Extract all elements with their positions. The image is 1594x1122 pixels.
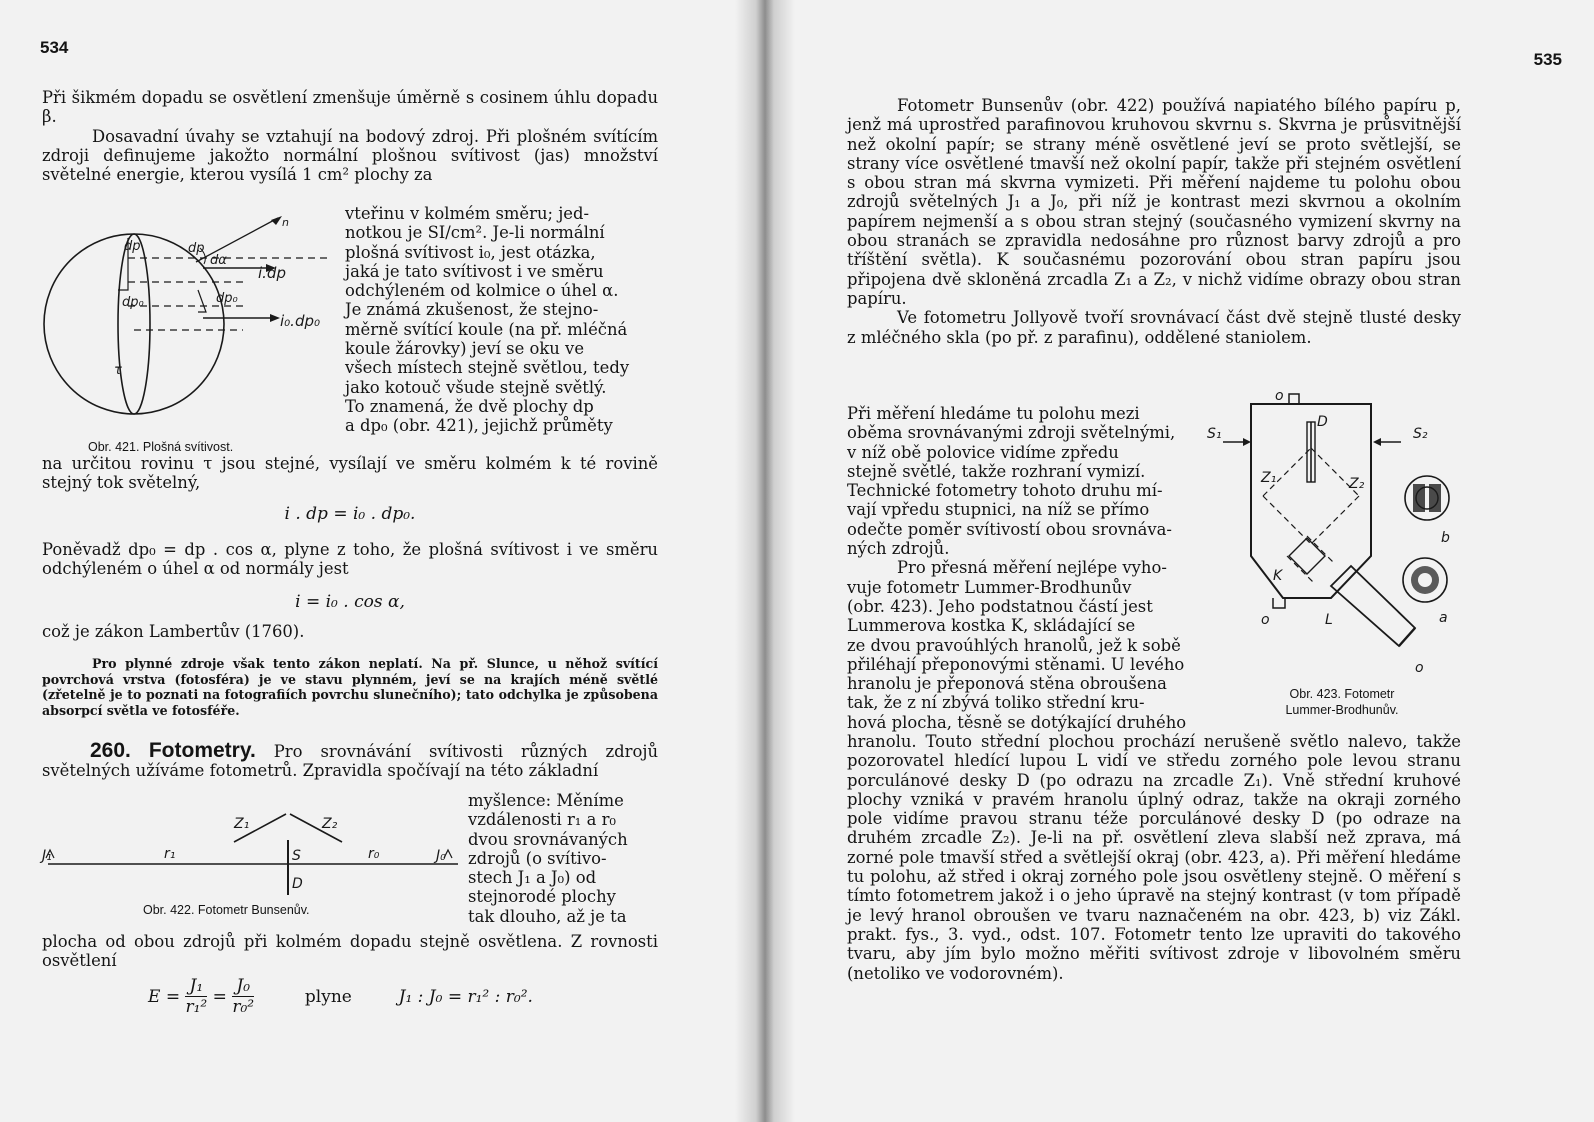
rwrap-line: hranolu je přeponová stěna obroušena — [847, 674, 1167, 694]
wrap2-line: stech J₁ a J₀) od — [468, 868, 597, 888]
rwrap-line: Lummerova kostka K, skládající se — [847, 616, 1136, 636]
fig423-label-s1: S₁ — [1207, 426, 1222, 442]
formula3-J1: J₁ — [185, 976, 207, 997]
wrap-line: koule žárovky) jeví se oku ve — [345, 339, 585, 359]
right-para-1: Fotometr Bunsenův (obr. 422) používá napiatého bílého papíru p, jenž má uprostřed parafinovou kruhovou skvrnu s. Skvrna je průsvitnější než okolní papír; se strany méně osvětlené jeví se proto světlejší, se strany více osvětlené tmavší než okolní papír, takže při stejném osvětlení s obou stran má skvrna vymizeti. Při měření najdeme tu polohu obou zdrojů světelných J₁ a J₀, při níž je kontrast mezi skvrnou a okolním papírem nejmenší a s obou stran stejný (současného vymizení skvrny na obou stranách se zpravidla nedosáhne pro různost barvy zdrojů a pro tříštění světla). K současnému pozorování obou stran papíru jsou připojena dvě skloněná zrcadla Z₁ a Z₂, v nichž vidíme obrazy obou stran papíru. — [847, 96, 1461, 308]
fig423-caption-line2: Lummer-Brodhunův. — [1285, 703, 1399, 717]
fig421-label-idp: i.dp — [258, 264, 286, 282]
fig421-label-tau: τ — [114, 363, 122, 378]
rwrap-line: (obr. 423). Jeho podstatnou částí jest — [847, 596, 1153, 616]
left-para-3: na určitou rovinu τ jsou stejné, vysílají ve směru kolmém k té rovině stejný tok světelný, — [42, 454, 658, 493]
fig422-label-d: D — [292, 876, 303, 892]
wrap2-line: myšlence: Měníme — [468, 791, 624, 810]
formula-2: i = i₀ . cos α, — [295, 592, 405, 612]
formula3-r0sq: r₀² — [232, 997, 255, 1017]
rwrap-line: Pro přesná měření nejlépe vyho- — [897, 558, 1167, 578]
rwrap-line: vají vpředu stupnici, na níž se přímo — [847, 500, 1150, 520]
fig421-ellipse — [118, 234, 150, 414]
wrap2-line: stejnorodé plochy — [468, 887, 616, 907]
fig423-label-s2: S₂ — [1413, 426, 1428, 442]
fig421-label-alpha: dα — [210, 253, 227, 268]
fig422-label-r1: r₁ — [164, 846, 176, 862]
fig423-label-z1: Z₁ — [1261, 470, 1277, 486]
rwrap-line: vuje fotometr Lummer-Brodhunův — [847, 577, 1132, 597]
formula-1: i . dp = i₀ . dp₀. — [284, 504, 416, 524]
fig421-caption: Obr. 421. Plošná svítivost. — [88, 440, 234, 454]
right-text-bottom — [847, 732, 1461, 983]
right-para-2: Ve fotometru Jollyově tvoří srovnávací část dvě stejně tlusté desky z mléčného skla (po př. z parafinu), oddělené staniolem. — [847, 308, 1461, 347]
formula-3: E = $\frac{\text{J₁}}{\text{r₁²}}$ = $\frac{\text{J₀}}{\text{r₀²}}$ plyne J₁ : J₀ = r₁² : r₀². — [148, 976, 533, 1017]
wrap2-line: zdrojů (o svítivo- — [468, 848, 607, 868]
left-wrap-text — [345, 204, 658, 436]
book-gutter — [735, 0, 795, 1122]
fig423-label-z2: Z₂ — [1349, 476, 1365, 492]
right-page — [795, 0, 1594, 1122]
wrap-line: To znamená, že dvě plochy dp — [345, 396, 594, 416]
fig423-label-o-top: o — [1275, 388, 1284, 404]
section-title: Fotometry. — [148, 739, 256, 762]
formula3-plyne: plyne — [304, 986, 352, 1007]
fig421-label-dp0-2: dp₀ — [216, 291, 238, 306]
left-text-middle — [42, 454, 658, 493]
left-para-2: Dosavadní úvahy se vztahují na bodový zdroj. Při plošném svítícím zdroji definujeme jakožto normální plošnou svítivost (jas) množství světelné energie, kterou vysílá 1 cm² plochy za — [42, 126, 658, 185]
wrap-line: všech místech stejně světlou, tedy — [345, 358, 630, 378]
fig422-label-z1: Z₁ — [234, 816, 250, 832]
rwrap-line: oběma srovnávanými zdroji světelnými, — [847, 423, 1176, 443]
fig423-label-o-bottom: o — [1415, 660, 1424, 676]
fig422-label-z2: Z₂ — [322, 816, 338, 832]
wrap-line: jako kotouč všude stejně světlý. — [345, 377, 607, 397]
wrap-line: Je známá zkušenost, že stejno- — [345, 300, 599, 320]
page-number-left: 534 — [40, 38, 69, 57]
rwrap-line: stejně světlé, takže rozhraní vymizí. — [847, 461, 1146, 481]
figure-422 — [38, 800, 463, 900]
rwrap-line: v níž obě polovice vidíme zpředu — [847, 442, 1119, 462]
wrap-line: plošná svítivost i₀, jest otázka, — [345, 242, 596, 262]
rwrap-line: přiléhají přeponovými stěnami. U levého — [847, 654, 1185, 674]
formula3-result: J₁ : J₀ = r₁² : r₀². — [398, 986, 533, 1007]
fig423-label-a: a — [1439, 610, 1448, 626]
formula3-J0: J₀ — [232, 976, 254, 997]
fig421-label-n: n — [282, 216, 289, 229]
wrap-line: měrně svítící koule (na př. mléčná — [345, 319, 628, 339]
fig422-label-j0: J₀ — [436, 848, 446, 864]
formula3-r1sq: r₁² — [185, 997, 208, 1017]
fig423-view-b — [1405, 476, 1449, 520]
right-wrap-text — [847, 404, 1203, 732]
fig422-label-j1: J₁ — [42, 848, 52, 864]
left-para-1: Při šikmém dopadu se osvětlení zmenšuje úměrně s cosinem úhlu dopadu β. — [42, 88, 658, 127]
left-para-6: plocha od obou zdrojů při kolmém dopadu stejně osvětlena. Z rovnosti osvětlení — [42, 932, 658, 971]
wrap-line: odchýleném od kolmice o úhel α. — [345, 281, 619, 301]
wrap-line: vteřinu v kolmém směru; jed- — [345, 204, 590, 223]
fig421-label-dp: dp — [124, 239, 141, 254]
rwrap-line: ných zdrojů. — [847, 539, 950, 559]
small-note: Pro plynné zdroje však tento zákon neplatí. Na př. Slunce, u něhož svítící povrchová vrstva (fotosféra) je ve stavu plynném, jeví se na krajích méně světlé (zřetelně je to poznati na fotografiích povrchu slunečního); tato odchylka je způsobena absorpcí světla ve fotosféře. — [42, 656, 658, 718]
fig422-label-r0: r₀ — [368, 846, 380, 862]
right-para-3: hranolu. Touto střední plochou prochází nerušeně světlo nalevo, takže pozorovatel hledící lupou L vidí ve středu zorného pole levou stranu porculánové desky D (po odrazu na zrcadle Z₁). Vně střední kruhové plochy vzniká v pravém hranolu úplný odraz, takže na okraji zorného pole vidíme pravou stranu téže porculánové desky D (po odraze na druhém zrcadle Z₂). Je-li na př. osvětlení zleva slabší než zprava, má zorné pole tmavší střed a světlejší okraj (obr. 423, a). Při měření hledáme tu polohu, až střed i okraj zorného pole jsou osvětleny stejně. O měření s tímto fotometrem jakož i o jeho úpravě na stejný kontrast (v tom případě je levý hranol obroušen ve tvaru naznačeném na obr. 423, b) viz Zákl. prakt. fys., 3. vyd., odst. 107. Fotometr tento lze upraviti do takového tvaru, aby jím bylo možno měřiti svítivost zdroje v libovolném směru (netoliko ve vodorovném). — [847, 732, 1461, 983]
fig423-label-l: L — [1325, 612, 1333, 628]
wrap-line: a dp₀ (obr. 421), jejichž průměty — [345, 416, 613, 436]
wrap2-line: vzdálenosti r₁ a r₀ — [468, 810, 616, 830]
left-text-top — [42, 88, 658, 184]
figure-421 — [38, 212, 343, 434]
left-text-para4 — [42, 540, 658, 579]
rwrap-line: Technické fotometry tohoto druhu mí- — [847, 481, 1163, 501]
left-para-5: což je zákon Lambertův (1760). — [42, 622, 305, 641]
fig423-label-d: D — [1317, 414, 1328, 430]
fig423-label-k: K — [1273, 568, 1283, 584]
fig423-caption — [1247, 686, 1437, 718]
wrap2-line: tak dlouho, až je ta — [468, 906, 627, 926]
fig422-caption: Obr. 422. Fotometr Bunsenův. — [143, 903, 310, 917]
rwrap-line: tak, že z ní zbývá toliko střední kru- — [847, 693, 1145, 713]
rwrap-line: hová plocha, těsně se dotýkající druhého — [847, 712, 1187, 732]
left-wrap-text-2 — [468, 791, 658, 926]
rwrap-line: Při měření hledáme tu polohu mezi — [847, 404, 1140, 423]
right-text-top — [847, 96, 1461, 347]
left-text-para5 — [42, 622, 658, 641]
left-para-4: Poněvadž dp₀ = dp . cos α, plyne z toho, že plošná svítivost i ve směru odchýleném o úhel α od normály jest — [42, 540, 658, 579]
left-page — [0, 0, 740, 1122]
section-number: 260. — [90, 739, 131, 762]
fig421-label-dp-2: dp — [188, 241, 205, 256]
wrap-line: jaká je tato svítivost i ve směru — [345, 261, 604, 281]
rwrap-line: odečte poměr svítivostí obou srovnáva- — [847, 519, 1172, 539]
wrap-line: notkou je SI/cm². Je-li normální — [345, 223, 605, 243]
section-text: Pro srovnávání svítivosti různých zdrojů světelných užíváme fotometrů. Zpravidla spočívají na této základní — [42, 742, 659, 781]
fig423-caption-line1: Obr. 423. Fotometr — [1289, 687, 1395, 701]
fig421-label-i0dp0: i₀.dp₀ — [280, 312, 321, 330]
fig421-label-dp0: dp₀ — [122, 295, 144, 310]
formula3-E: E — [148, 986, 161, 1007]
figure-423 — [1203, 386, 1465, 684]
fig422-label-s: S — [292, 848, 301, 864]
rwrap-line: ze dvou pravoúhlých hranolů, jež k sobě — [847, 635, 1181, 655]
fig423-label-o-left: o — [1261, 612, 1270, 628]
wrap2-line: dvou srovnávaných — [468, 829, 628, 849]
fig423-label-b: b — [1441, 530, 1450, 546]
section-260 — [42, 741, 658, 781]
left-text-bottom — [42, 932, 658, 971]
page-number-right: 535 — [1533, 50, 1562, 69]
